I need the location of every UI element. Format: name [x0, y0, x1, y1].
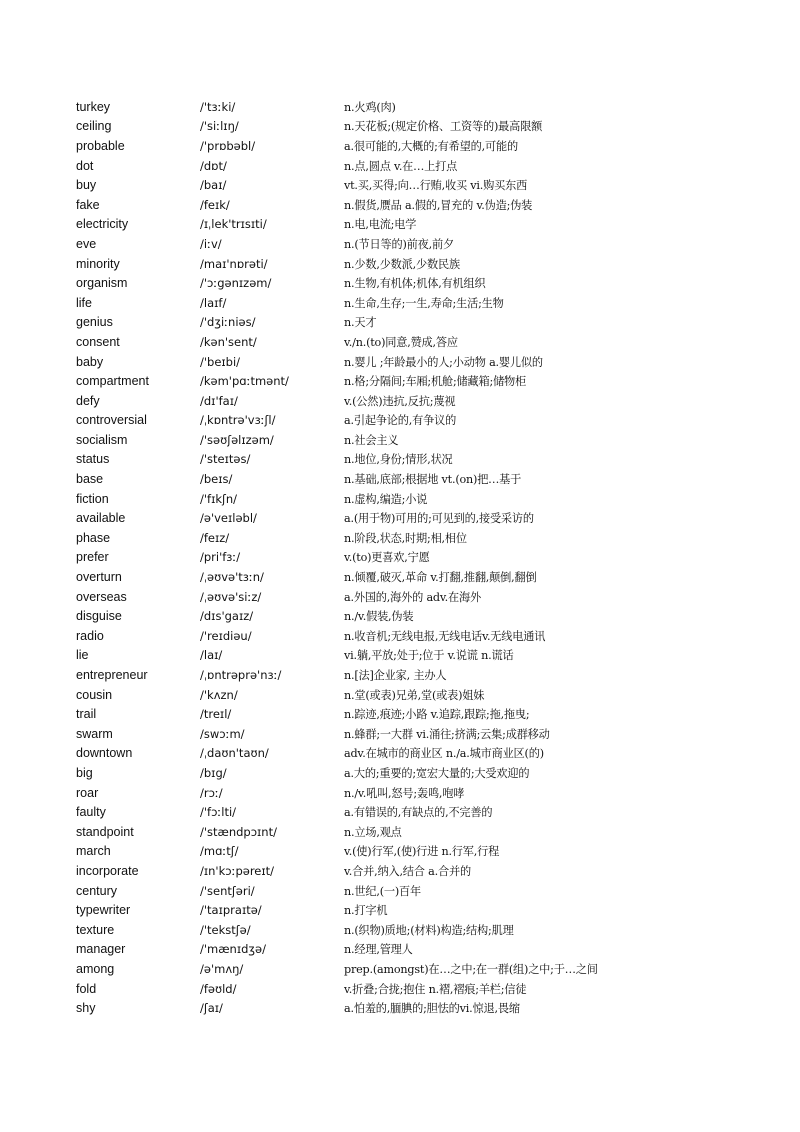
vocab-definition: a.引起争论的,有争议的 — [344, 414, 457, 428]
vocab-word: fiction — [76, 491, 109, 506]
vocab-word: electricity — [76, 217, 129, 232]
vocab-word: minority — [76, 256, 120, 271]
vocab-phonetic: /'mænɪdʒə/ — [200, 942, 266, 957]
vocab-word: downtown — [76, 746, 133, 761]
vocab-definition: v./n.(to)同意,赞成,答应 — [344, 335, 458, 349]
vocab-row — [76, 783, 776, 803]
vocab-phonetic: /'prɒbəbl/ — [200, 138, 256, 153]
vocab-row — [76, 822, 776, 842]
vocab-row — [76, 646, 776, 666]
vocab-row — [76, 469, 776, 489]
vocab-definition: n.踪迹,痕迹;小路 v.追踪,跟踪;拖,拖曳; — [344, 708, 530, 722]
vocab-row — [76, 704, 776, 724]
vocab-phonetic: /iːv/ — [200, 236, 222, 251]
vocab-word: available — [76, 511, 126, 526]
vocab-row — [76, 606, 776, 626]
vocab-phonetic: /'taɪpraɪtə/ — [200, 903, 262, 918]
vocab-word: disguise — [76, 609, 122, 624]
vocab-phonetic: /'səʊʃəlɪzəm/ — [200, 432, 274, 447]
vocab-phonetic: /ɪn'kɔːpəreɪt/ — [200, 863, 275, 878]
vocab-phonetic: /laɪf/ — [200, 295, 227, 310]
vocab-word: life — [76, 295, 92, 310]
vocab-definition: n.格;分隔间;车厢;机舱;储藏箱;储物柜 — [344, 375, 527, 389]
vocab-word: defy — [76, 393, 100, 408]
vocab-word: compartment — [76, 374, 149, 389]
vocab-row — [76, 724, 776, 744]
vocab-definition: n.天才 — [344, 316, 377, 330]
vocab-phonetic: /'stændpɔɪnt/ — [200, 824, 277, 839]
vocab-phonetic: /'sentʃəri/ — [200, 883, 255, 898]
vocab-phonetic: /'steɪtəs/ — [200, 452, 251, 467]
vocab-row — [76, 195, 776, 215]
vocab-definition: n.(节日等的)前夜,前夕 — [344, 237, 454, 251]
vocab-phonetic: /dɪs'gaɪz/ — [200, 609, 254, 624]
vocab-phonetic: /bɪg/ — [200, 765, 227, 780]
vocab-definition: n.天花板;(规定价格、工资等的)最高限额 — [344, 120, 543, 134]
vocab-phonetic: /'beɪbi/ — [200, 354, 241, 369]
vocab-word: texture — [76, 922, 115, 937]
vocab-definition: v.折叠;合拢;抱住 n.褶,褶痕;羊栏;信徒 — [344, 982, 527, 996]
vocab-word: dot — [76, 158, 94, 173]
vocab-definition: adv.在城市的商业区 n./a.城市商业区(的) — [344, 747, 544, 761]
vocab-phonetic: /dɒt/ — [200, 158, 227, 173]
vocab-phonetic: /'siːlɪŋ/ — [200, 119, 239, 134]
vocab-definition: n.婴儿 ;年龄最小的人;小动物 a.婴儿似的 — [344, 355, 543, 369]
vocab-word: fake — [76, 197, 100, 212]
vocab-word: fold — [76, 981, 97, 996]
vocab-word: buy — [76, 178, 97, 193]
vocab-row — [76, 802, 776, 822]
vocab-word: base — [76, 472, 104, 487]
vocab-row — [76, 842, 776, 862]
vocab-phonetic: /fəʊld/ — [200, 981, 237, 996]
vocab-row — [76, 587, 776, 607]
vocab-definition: v.(to)更喜欢,宁愿 — [344, 551, 430, 565]
vocab-phonetic: /'reɪdiəu/ — [200, 628, 252, 643]
vocab-row — [76, 234, 776, 254]
vocab-phonetic: /baɪ/ — [200, 178, 227, 193]
vocab-phonetic: /'dʒiːniəs/ — [200, 315, 256, 330]
vocab-word: among — [76, 961, 115, 976]
vocab-word: eve — [76, 236, 97, 251]
vocab-word: lie — [76, 648, 89, 663]
vocab-word: consent — [76, 334, 120, 349]
vocab-row — [76, 117, 776, 137]
vocab-phonetic: /ɪˌlek'trɪsɪti/ — [200, 217, 267, 232]
vocab-phonetic: /ʃaɪ/ — [200, 1001, 223, 1016]
vocab-definition: n.立场,观点 — [344, 825, 402, 839]
vocab-word: organism — [76, 276, 128, 291]
vocab-word: turkey — [76, 99, 111, 114]
vocab-row — [76, 920, 776, 940]
vocab-word: genius — [76, 315, 113, 330]
vocab-word: overseas — [76, 589, 127, 604]
vocab-row — [76, 175, 776, 195]
vocab-row — [76, 998, 776, 1018]
vocab-row — [76, 959, 776, 979]
vocab-phonetic: /maɪ'nɒrəti/ — [200, 256, 268, 271]
vocab-word: trail — [76, 707, 97, 722]
vocab-definition: n./v.假装,伪装 — [344, 610, 414, 624]
vocab-definition: n.(织物)质地;(材料)构造;结构;肌理 — [344, 923, 514, 937]
vocab-word: cousin — [76, 687, 113, 702]
vocab-phonetic: /pri'fɜː/ — [200, 550, 241, 565]
vocab-row — [76, 450, 776, 470]
vocab-word: prefer — [76, 550, 109, 565]
vocab-definition: n.点,圆点 v.在…上打点 — [344, 159, 458, 173]
vocab-definition: a.很可能的,大概的;有希望的,可能的 — [344, 139, 518, 153]
vocab-definition: a.大的;重要的;宽宏大量的;大受欢迎的 — [344, 766, 530, 780]
vocab-word: roar — [76, 785, 99, 800]
vocab-row — [76, 900, 776, 920]
vocab-row — [76, 626, 776, 646]
vocab-word: faulty — [76, 805, 106, 820]
vocab-row — [76, 940, 776, 960]
vocab-row — [76, 430, 776, 450]
vocab-row — [76, 97, 776, 117]
vocab-row — [76, 332, 776, 352]
vocab-phonetic: /kən'sent/ — [200, 334, 257, 349]
vocab-row — [76, 744, 776, 764]
vocab-row — [76, 861, 776, 881]
vocab-definition: a.有错误的,有缺点的,不完善的 — [344, 806, 493, 820]
vocab-word: controversial — [76, 413, 147, 428]
vocab-phonetic: /'ɔːgənɪzəm/ — [200, 276, 272, 291]
vocab-row — [76, 391, 776, 411]
vocab-word: baby — [76, 354, 104, 369]
vocab-definition: vi.躺,平放;处于;位于 v.说谎 n.谎话 — [344, 649, 514, 663]
vocab-definition: n.基础,底部;根据地 vt.(on)把…基于 — [344, 473, 522, 487]
vocab-word: century — [76, 883, 117, 898]
vocab-row — [76, 548, 776, 568]
vocab-word: overturn — [76, 570, 122, 585]
vocab-word: probable — [76, 138, 125, 153]
vocab-phonetic: /kəm'pɑːtmənt/ — [200, 374, 289, 389]
vocab-word: phase — [76, 530, 111, 545]
vocab-phonetic: /'kʌzn/ — [200, 687, 238, 702]
vocab-word: socialism — [76, 432, 128, 447]
vocab-row — [76, 352, 776, 372]
vocab-word: swarm — [76, 726, 113, 741]
vocab-definition: vt.买,买得;向…行贿,收买 vi.购买东西 — [344, 179, 528, 193]
vocab-phonetic: /'fɪkʃn/ — [200, 491, 238, 506]
vocab-phonetic: /ˌdaʊn'taʊn/ — [200, 746, 269, 761]
vocab-definition: n.社会主义 — [344, 433, 399, 447]
vocab-phonetic: /swɔːm/ — [200, 726, 245, 741]
vocab-definition: a.(用于物)可用的;可见到的,接受采访的 — [344, 512, 534, 526]
vocab-word: entrepreneur — [76, 668, 148, 683]
vocab-word: standpoint — [76, 824, 134, 839]
vocab-phonetic: /ə'mʌŋ/ — [200, 961, 244, 976]
vocab-definition: v.合并,纳入,结合 a.合并的 — [344, 864, 471, 878]
vocab-definition: n.打字机 — [344, 904, 388, 918]
vocab-row — [76, 371, 776, 391]
vocab-phonetic: /treɪl/ — [200, 707, 232, 722]
vocab-definition: prep.(amongst)在…之中;在一群(组)之中;于…之间 — [344, 962, 598, 976]
vocab-row — [76, 528, 776, 548]
vocab-definition: a.怕羞的,腼腆的;胆怯的vi.惊退,畏缩 — [344, 1002, 520, 1016]
vocab-row — [76, 293, 776, 313]
vocab-definition: n.阶段,状态,时期;相,相位 — [344, 531, 467, 545]
vocab-definition: a.外国的,海外的 adv.在海外 — [344, 590, 482, 604]
vocab-row — [76, 979, 776, 999]
vocab-definition: n.堂(或表)兄弟,堂(或表)姐妹 — [344, 688, 485, 702]
vocab-row — [76, 411, 776, 431]
vocab-phonetic: /laɪ/ — [200, 648, 223, 663]
vocab-word: march — [76, 844, 111, 859]
vocab-phonetic: /mɑːtʃ/ — [200, 844, 239, 859]
vocab-definition: n.[法]企业家, 主办人 — [344, 669, 447, 683]
vocab-row — [76, 273, 776, 293]
vocab-definition: n.火鸡(肉) — [344, 100, 396, 114]
vocab-phonetic: /ˌəʊvə'siːz/ — [200, 589, 262, 604]
vocab-definition: n.世纪,(一)百年 — [344, 884, 421, 898]
vocab-definition: n.收音机;无线电报,无线电话v.无线电通讯 — [344, 629, 546, 643]
vocab-phonetic: /ˌɒntrəprə'nɜː/ — [200, 668, 282, 683]
vocab-row — [76, 567, 776, 587]
vocab-word: status — [76, 452, 110, 467]
vocab-word: incorporate — [76, 863, 139, 878]
vocab-phonetic: /'tekstʃə/ — [200, 922, 251, 937]
vocab-word: typewriter — [76, 903, 131, 918]
vocab-row — [76, 881, 776, 901]
vocab-definition: n.地位,身份;情形,状况 — [344, 453, 453, 467]
vocabulary-list — [76, 97, 776, 1018]
vocab-definition: n.经理,管理人 — [344, 943, 413, 957]
vocab-definition: v.(公然)违抗,反抗;蔑视 — [344, 394, 456, 408]
vocab-phonetic: /rɔː/ — [200, 785, 223, 800]
vocab-row — [76, 665, 776, 685]
vocab-definition: n.假货,赝品 a.假的,冒充的 v.伪造;伪装 — [344, 198, 533, 212]
vocab-definition: n.蜂群;一大群 vi.涌往;挤满;云集;成群移动 — [344, 727, 550, 741]
vocab-phonetic: /'tɜːki/ — [200, 99, 236, 114]
vocab-definition: n.生命,生存;一生,寿命;生活;生物 — [344, 296, 504, 310]
vocab-word: big — [76, 765, 93, 780]
vocab-definition: n.生物,有机体;机体,有机组织 — [344, 277, 486, 291]
vocab-definition: v.(使)行军,(使)行进 n.行军,行程 — [344, 845, 500, 859]
vocab-row — [76, 254, 776, 274]
vocab-definition: n./v.吼叫,怒号;轰鸣,咆哮 — [344, 786, 465, 800]
vocab-phonetic: /feɪk/ — [200, 197, 230, 212]
vocab-word: shy — [76, 1001, 96, 1016]
vocab-phonetic: /beɪs/ — [200, 472, 233, 487]
vocab-row — [76, 508, 776, 528]
vocab-phonetic: /dɪ'faɪ/ — [200, 393, 238, 408]
vocab-phonetic: /ˌkɒntrə'vɜːʃl/ — [200, 413, 276, 428]
vocab-phonetic: /'fɔːlti/ — [200, 805, 237, 820]
vocab-definition: n.少数,少数派,少数民族 — [344, 257, 460, 271]
vocab-definition: n.倾覆,破灭,革命 v.打翻,推翻,颠倒,翻倒 — [344, 571, 537, 585]
vocab-word: ceiling — [76, 119, 112, 134]
vocab-word: manager — [76, 942, 126, 957]
vocab-row — [76, 215, 776, 235]
vocab-definition: n.虚构,编造;小说 — [344, 492, 428, 506]
vocab-phonetic: /ˌəʊvə'tɜːn/ — [200, 570, 264, 585]
vocab-definition: n.电,电流;电学 — [344, 218, 417, 232]
vocab-row — [76, 313, 776, 333]
vocab-row — [76, 156, 776, 176]
vocab-row — [76, 685, 776, 705]
vocab-row — [76, 489, 776, 509]
vocab-phonetic: /feɪz/ — [200, 530, 230, 545]
vocab-row — [76, 763, 776, 783]
vocab-row — [76, 136, 776, 156]
vocab-word: radio — [76, 628, 104, 643]
vocab-phonetic: /ə'veɪləbl/ — [200, 511, 257, 526]
